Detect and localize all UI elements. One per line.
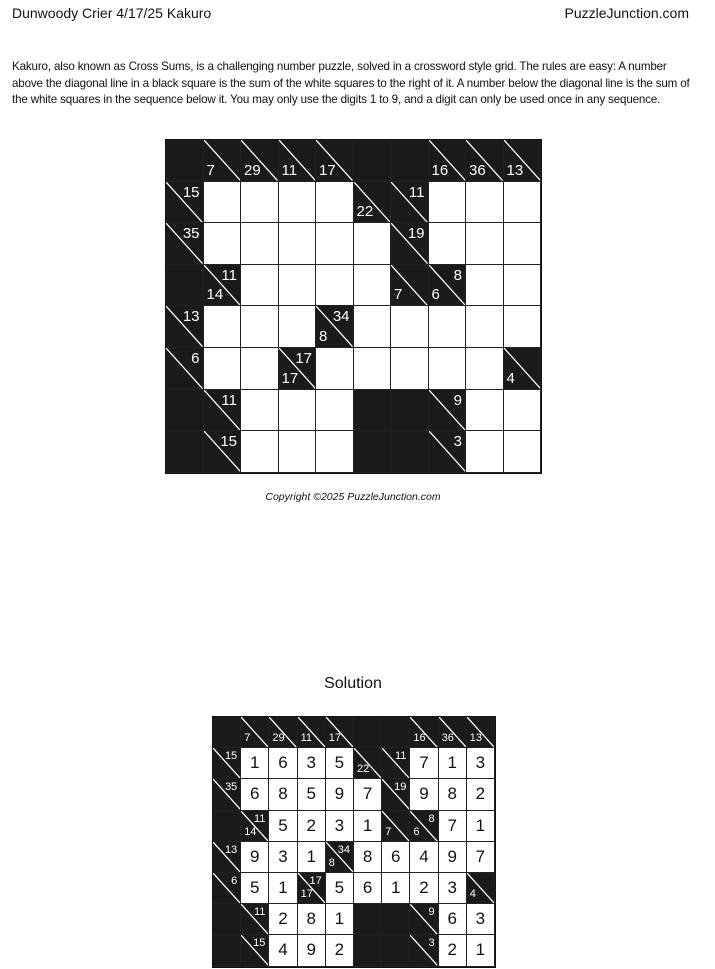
across-clue: 34 [337, 843, 350, 856]
solution-digit: 1 [475, 815, 486, 835]
puzzle-cell-white[interactable] [279, 223, 317, 265]
solution-clue-cell [410, 717, 438, 748]
solution-cell-white [467, 779, 495, 810]
puzzle-cell-white[interactable] [466, 431, 504, 473]
puzzle-cell-white[interactable] [504, 431, 542, 473]
solution-cell-white [326, 873, 354, 904]
solution-cell-white [269, 935, 297, 966]
solution-cell-white [269, 748, 297, 779]
solution-digit: 3 [334, 815, 345, 835]
solution-digit: 8 [447, 784, 457, 804]
across-clue: 11 [221, 391, 237, 409]
puzzle-clue-cell [316, 140, 354, 182]
across-clue: 13 [224, 843, 238, 856]
solution-cell-white [241, 779, 269, 810]
solution-cell-white [439, 779, 467, 810]
solution-clue-cell [241, 904, 269, 935]
puzzle-cell-white[interactable] [504, 390, 542, 432]
solution-clue-cell [354, 748, 382, 779]
across-clue: 19 [407, 225, 425, 243]
puzzle-clue-cell [166, 223, 204, 265]
solution-cell-black [213, 717, 241, 748]
solution-cell-white [354, 811, 382, 842]
solution-cell-black [213, 904, 241, 935]
solution-cell-white [298, 779, 326, 810]
puzzle-cell-white[interactable] [241, 306, 279, 348]
solution-cell-white [354, 779, 382, 810]
down-clue: 22 [356, 203, 374, 221]
solution-digit: 5 [250, 878, 260, 898]
solution-cell-white [298, 904, 326, 935]
across-clue: 19 [394, 781, 407, 794]
puzzle-clue-cell [391, 182, 429, 224]
across-clue: 15 [220, 433, 237, 451]
across-clue: 11 [221, 266, 237, 284]
down-clue: 11 [281, 161, 298, 179]
puzzle-clue-cell [279, 348, 317, 390]
down-clue: 4 [469, 888, 476, 901]
puzzle-clue-cell [316, 306, 354, 348]
across-clue: 34 [332, 308, 350, 326]
puzzle-cell-white[interactable] [279, 306, 317, 348]
across-clue: 35 [182, 225, 200, 243]
puzzle-cell-black [354, 140, 392, 182]
solution-digit: 5 [334, 753, 345, 773]
solution-grid [212, 716, 496, 968]
across-clue: 6 [231, 875, 238, 887]
solution-clue-cell [213, 873, 241, 904]
down-clue: 22 [357, 763, 370, 776]
solution-cell-white [410, 842, 438, 873]
puzzle-cell-white[interactable] [241, 348, 279, 390]
puzzle-cell-black [166, 431, 204, 473]
solution-cell-black [382, 935, 410, 966]
puzzle-cell-white[interactable] [316, 223, 354, 265]
solution-digit: 4 [278, 940, 288, 960]
solution-digit: 9 [250, 846, 260, 866]
solution-clue-cell [241, 717, 269, 748]
across-clue: 11 [394, 750, 407, 763]
puzzle-cell-white[interactable] [204, 223, 242, 265]
puzzle-cell-black [391, 431, 429, 473]
puzzle-cell-white[interactable] [279, 390, 317, 432]
puzzle-cell-white[interactable] [279, 431, 317, 473]
solution-clue-cell [326, 717, 354, 748]
solution-cell-black [213, 811, 241, 842]
solution-cell-white [467, 904, 495, 935]
across-clue: 8 [453, 266, 462, 284]
solution-digit: 1 [250, 753, 260, 773]
header-title: Dunwoody Crier 4/17/25 Kakuro [12, 5, 212, 21]
puzzle-clue-cell [204, 140, 242, 182]
solution-digit: 1 [475, 940, 486, 960]
solution-cell-white [439, 748, 467, 779]
solution-heading: Solution [324, 675, 382, 692]
puzzle-grid [165, 139, 542, 474]
solution-digit: 2 [334, 940, 345, 960]
solution-cell-white [382, 873, 410, 904]
solution-digit: 9 [306, 940, 316, 960]
solution-clue-cell [382, 811, 410, 842]
solution-cell-white [439, 842, 467, 873]
down-clue: 29 [244, 161, 261, 179]
solution-cell-black [213, 935, 241, 966]
puzzle-cell-white[interactable] [241, 223, 279, 265]
down-clue: 36 [441, 732, 454, 745]
down-clue: 7 [385, 825, 392, 838]
solution-cell-white [326, 811, 354, 842]
down-clue: 7 [244, 732, 251, 745]
down-clue: 7 [206, 161, 215, 179]
puzzle-cell-white[interactable] [316, 265, 354, 307]
puzzle-cell-white[interactable] [354, 348, 392, 390]
solution-cell-white [439, 873, 467, 904]
solution-cell-white [467, 935, 495, 966]
solution-cell-white [326, 904, 354, 935]
solution-digit: 3 [447, 878, 457, 898]
puzzle-cell-white[interactable] [279, 265, 317, 307]
across-clue: 15 [224, 750, 238, 763]
puzzle-clue-cell [166, 306, 204, 348]
across-clue: 3 [428, 937, 435, 950]
down-clue: 16 [413, 732, 426, 745]
puzzle-cell-white[interactable] [241, 390, 279, 432]
solution-clue-cell [213, 842, 241, 873]
across-clue: 9 [428, 906, 435, 919]
puzzle-cell-white[interactable] [429, 182, 467, 224]
solution-digit: 3 [475, 753, 486, 773]
puzzle-cell-white[interactable] [241, 265, 279, 307]
solution-cell-black [382, 717, 410, 748]
solution-digit: 1 [447, 753, 457, 773]
solution-cell-white [439, 935, 467, 966]
solution-digit: 8 [362, 846, 373, 866]
puzzle-clue-cell [279, 140, 317, 182]
puzzle-clue-cell [204, 265, 242, 307]
puzzle-clue-cell [504, 348, 542, 390]
puzzle-clue-cell [166, 348, 204, 390]
puzzle-cell-white[interactable] [466, 265, 504, 307]
solution-digit: 9 [419, 784, 429, 804]
puzzle-clue-cell [204, 390, 242, 432]
puzzle-cell-white[interactable] [354, 223, 392, 265]
solution-clue-cell [241, 811, 269, 842]
across-clue: 17 [309, 875, 322, 887]
across-clue: 11 [253, 906, 266, 919]
puzzle-cell-white[interactable] [316, 182, 354, 224]
solution-clue-cell [382, 748, 410, 779]
solution-cell-white [326, 935, 354, 966]
solution-digit: 6 [278, 753, 288, 773]
solution-digit: 1 [306, 846, 316, 866]
puzzle-cell-white[interactable] [504, 306, 542, 348]
across-clue: 9 [453, 391, 462, 409]
solution-digit: 3 [278, 846, 288, 866]
puzzle-cell-black [166, 265, 204, 307]
solution-cell-white [326, 748, 354, 779]
puzzle-cell-white[interactable] [391, 348, 429, 390]
solution-cell-white [410, 779, 438, 810]
down-clue: 8 [328, 856, 335, 869]
solution-clue-cell [326, 842, 354, 873]
puzzle-cell-white[interactable] [466, 348, 504, 390]
solution-cell-white [410, 873, 438, 904]
solution-cell-white [467, 842, 495, 873]
across-clue: 11 [253, 812, 266, 825]
solution-digit: 1 [362, 815, 373, 835]
solution-digit: 6 [391, 846, 401, 866]
puzzle-cell-white[interactable] [354, 265, 392, 307]
across-clue: 15 [182, 183, 200, 201]
down-clue: 7 [394, 286, 403, 304]
puzzle-cell-white[interactable] [316, 431, 354, 473]
solution-cell-white [269, 811, 297, 842]
puzzle-clue-cell [466, 140, 504, 182]
site-name: PuzzleJunction.com [564, 5, 689, 21]
solution-cell-black [354, 935, 382, 966]
solution-cell-white [382, 842, 410, 873]
solution-digit: 9 [447, 846, 457, 866]
puzzle-clue-cell [241, 140, 279, 182]
solution-digit: 5 [334, 878, 345, 898]
solution-cell-white [269, 873, 297, 904]
solution-clue-cell [467, 717, 495, 748]
solution-clue-cell [410, 904, 438, 935]
solution-clue-cell [439, 717, 467, 748]
across-clue: 17 [295, 350, 312, 367]
solution-cell-white [269, 904, 297, 935]
solution-cell-white [241, 842, 269, 873]
down-clue: 13 [469, 732, 483, 745]
solution-digit: 5 [306, 784, 316, 804]
solution-cell-white [439, 811, 467, 842]
solution-cell-white [241, 748, 269, 779]
puzzle-cell-white[interactable] [504, 223, 542, 265]
puzzle-clue-cell [429, 431, 467, 473]
puzzle-cell-white[interactable] [279, 182, 317, 224]
solution-digit: 5 [278, 815, 288, 835]
across-clue: 8 [428, 812, 435, 825]
puzzle-cell-white[interactable] [504, 265, 542, 307]
puzzle-clue-cell [429, 390, 467, 432]
puzzle-cell-white[interactable] [316, 390, 354, 432]
puzzle-clue-cell [429, 140, 467, 182]
solution-cell-white [326, 779, 354, 810]
solution-cell-white [439, 904, 467, 935]
puzzle-clue-cell [391, 265, 429, 307]
solution-digit: 6 [447, 909, 457, 929]
puzzle-cell-white[interactable] [466, 390, 504, 432]
down-clue: 36 [469, 161, 486, 179]
solution-digit: 2 [306, 815, 316, 835]
solution-cell-black [354, 717, 382, 748]
copyright-text: Copyright ©2025 PuzzleJunction.com [265, 491, 441, 503]
solution-digit: 2 [419, 878, 429, 898]
down-clue: 14 [206, 286, 224, 304]
solution-cell-white [241, 873, 269, 904]
across-clue: 35 [224, 781, 238, 794]
solution-digit: 9 [334, 784, 345, 804]
down-clue: 6 [431, 286, 440, 304]
solution-clue-cell [298, 717, 326, 748]
puzzle-clue-cell [204, 431, 242, 473]
puzzle-cell-white[interactable] [354, 306, 392, 348]
solution-digit: 7 [475, 846, 486, 866]
solution-digit: 7 [362, 784, 373, 804]
puzzle-clue-cell [504, 140, 542, 182]
puzzle-cell-black [166, 390, 204, 432]
puzzle-cell-black [391, 390, 429, 432]
solution-cell-white [269, 842, 297, 873]
puzzle-cell-white[interactable] [429, 223, 467, 265]
down-clue: 16 [431, 161, 449, 179]
solution-cell-white [354, 842, 382, 873]
solution-digit: 7 [419, 753, 429, 773]
puzzle-clue-cell [391, 223, 429, 265]
solution-cell-white [410, 748, 438, 779]
down-clue: 8 [319, 327, 328, 345]
solution-clue-cell [213, 748, 241, 779]
solution-cell-white [298, 842, 326, 873]
solution-digit: 6 [250, 784, 260, 804]
solution-clue-cell [213, 779, 241, 810]
puzzle-cell-white[interactable] [204, 182, 242, 224]
solution-digit: 2 [447, 940, 457, 960]
solution-cell-white [467, 811, 495, 842]
across-clue: 6 [191, 350, 200, 367]
puzzle-cell-white[interactable] [504, 182, 542, 224]
puzzle-cell-black [354, 431, 392, 473]
down-clue: 13 [506, 161, 524, 179]
solution-digit: 4 [419, 846, 429, 866]
puzzle-cell-white[interactable] [466, 223, 504, 265]
solution-cell-black [382, 904, 410, 935]
puzzle-clue-cell [354, 182, 392, 224]
solution-clue-cell [410, 935, 438, 966]
solution-clue-cell [298, 873, 326, 904]
puzzle-cell-white[interactable] [429, 348, 467, 390]
puzzle-cell-black [391, 140, 429, 182]
solution-digit: 1 [334, 909, 345, 929]
solution-digit: 1 [391, 878, 401, 898]
puzzle-cell-white[interactable] [241, 182, 279, 224]
down-clue: 17 [328, 732, 342, 745]
solution-cell-white [298, 935, 326, 966]
solution-digit: 6 [362, 878, 373, 898]
across-clue: 15 [253, 937, 266, 950]
puzzle-cell-white[interactable] [316, 348, 354, 390]
down-clue: 6 [413, 825, 420, 838]
puzzle-cell-white[interactable] [204, 306, 242, 348]
solution-digit: 2 [278, 909, 288, 929]
solution-clue-cell [410, 811, 438, 842]
down-clue: 17 [300, 888, 313, 901]
down-clue: 29 [272, 732, 285, 745]
puzzle-cell-white[interactable] [466, 306, 504, 348]
across-clue: 3 [453, 433, 462, 451]
solution-clue-cell [241, 935, 269, 966]
solution-clue-cell [382, 779, 410, 810]
across-clue: 13 [182, 308, 200, 326]
puzzle-cell-white[interactable] [241, 431, 279, 473]
solution-clue-cell [467, 873, 495, 904]
down-clue: 17 [319, 161, 336, 179]
down-clue: 4 [506, 369, 515, 387]
solution-digit: 1 [278, 878, 288, 898]
puzzle-cell-white[interactable] [391, 306, 429, 348]
across-clue: 11 [408, 183, 425, 201]
instructions-text: Kakuro, also known as Cross Sums, is a challenging number puzzle, solved in a crossword style grid. The rules are easy: A number above the diagonal line in a black square is the sum of the white squares to the right of it. A number below the diagonal line is the sum of the white squares in the sequence below it. You may only use the digits 1 to 9, and a digit can only be used once in any sequence. [12, 60, 690, 106]
puzzle-cell-white[interactable] [204, 348, 242, 390]
solution-cell-white [354, 873, 382, 904]
solution-cell-white [298, 748, 326, 779]
down-clue: 14 [244, 825, 257, 838]
solution-cell-white [269, 779, 297, 810]
solution-cell-white [467, 748, 495, 779]
solution-digit: 7 [447, 815, 457, 835]
puzzle-clue-cell [166, 182, 204, 224]
solution-digit: 3 [306, 753, 316, 773]
solution-clue-cell [269, 717, 297, 748]
puzzle-cell-black [354, 390, 392, 432]
puzzle-clue-cell [429, 265, 467, 307]
solution-cell-white [298, 811, 326, 842]
puzzle-cell-white[interactable] [466, 182, 504, 224]
down-clue: 17 [281, 369, 299, 387]
solution-digit: 2 [475, 784, 486, 804]
solution-digit: 8 [306, 909, 316, 929]
puzzle-cell-white[interactable] [429, 306, 467, 348]
solution-digit: 8 [278, 784, 288, 804]
down-clue: 11 [300, 732, 313, 745]
puzzle-cell-black [166, 140, 204, 182]
solution-digit: 3 [475, 909, 486, 929]
solution-cell-black [354, 904, 382, 935]
